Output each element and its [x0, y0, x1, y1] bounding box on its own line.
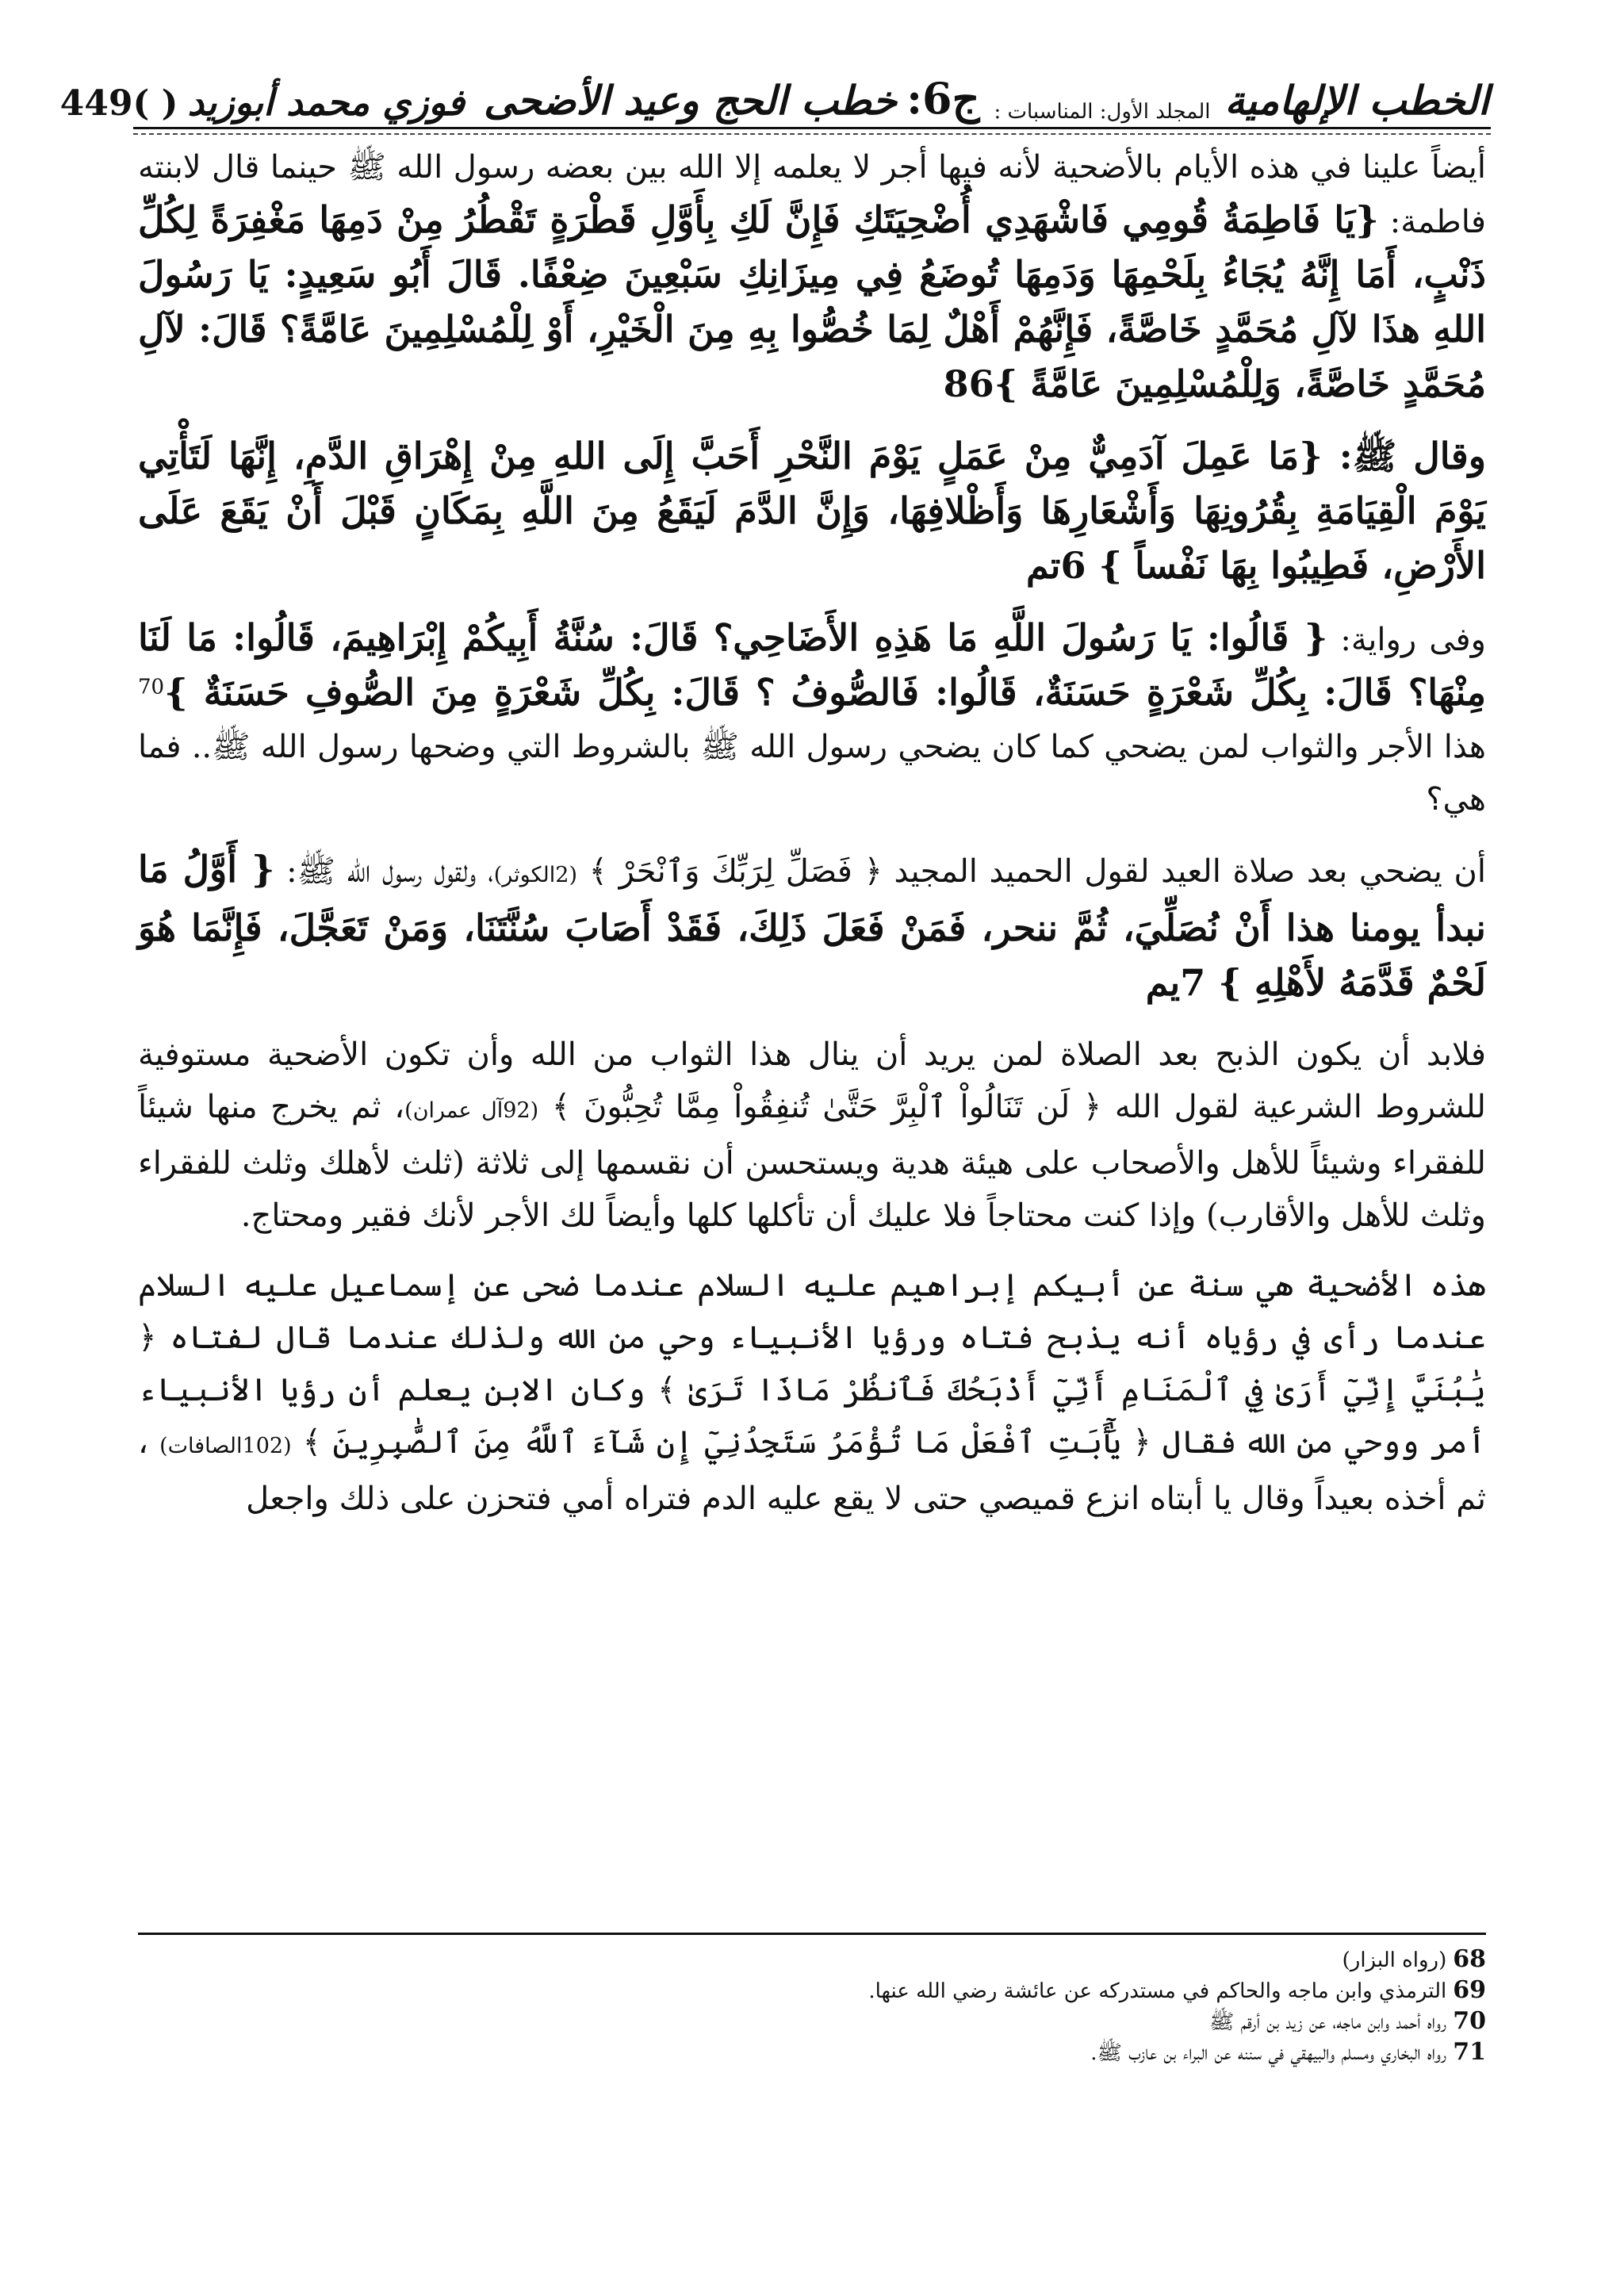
quran-reference: (92آل عمران): [404, 1098, 539, 1123]
footnote-number: 71: [1453, 2038, 1486, 2066]
paragraph-text: ، ثم يخرج منها شيئاً للفقراء وشيئاً للأهل والأصحاب على هيئة هدية ويستحسن أن نقسمها إلى ثلاثة (ثلث لأهلك وثلث للفقراء وثلث للأهل والأقارب) وإذا كنت محتاجاً فلا عليك أن تأكلها كلها وأيضاً لك الأجر لأنك فقير ومحتاج.: [138, 1089, 1486, 1234]
body-text: [138, 141, 1486, 1542]
hadith-text: 7يم: [1145, 961, 1219, 1004]
paragraph-text: أيضاً علينا في هذه الأيام بالأضحية لأنه فيها أجر لا يعلمه إلا الله بين بعضه رسول الله ﷺ حينما قال لابنته فاطمة:: [138, 149, 1486, 240]
hadith-text: { قَالُوا: يَا رَسُولَ اللَّهِ مَا هَذِهِ الأَضَاحِي؟ قَالَ: سُنَّةُ أَبِيكُمْ إِبْرَاهِيمَ، قَالُوا: مَا لَنَا مِنْهَا؟ قَالَ: بِكُلِّ شَعْرَةٍ حَسَنَةٌ، قَالُوا: فَالصُّوفُ ؟ قَالَ: بِكُلِّ شَعْرَةٍ مِنَ الصُّوفِ حَسَنَةٌ }: [138, 616, 1486, 714]
footnote-rule: [138, 1933, 1486, 1935]
hadith-text: وقال ﷺ: {مَا عَمِلَ آدَمِيٌّ مِنْ عَمَلٍ يَوْمَ النَّحْرِ أَحَبَّ إِلَى اللهِ مِنْ إِهْرَاقِ الدَّمِ، إِنَّهَا لَتَأْتِي يَوْمَ الْقِيَامَةِ بِقُرُونِهَا وَأَشْعَارِهَا وَأَظْلافِهَا، وَإِنَّ الدَّمَ لَيَقَعُ مِنَ اللَّهِ بِمَكَانٍ قَبْلَ أَنْ يَقَعَ عَلَى الأَرْضِ، فَطِيبُوا بِهَا نَفْساً }: [138, 435, 1486, 587]
footnote-text: رواه أحمد وابن ماجه، عن زيد بن أرقم ﷺ: [1208, 2010, 1447, 2034]
hadith-text: 86: [930, 362, 994, 405]
hadith-text: { أَوَّلُ مَا نبدأ يومنا هذا أَنْ نُصَلِّيَ، ثُمَّ ننحر، فَمَنْ فَعَلَ ذَلِكَ، فَقَدْ أَصَابَ سُنَّتَنَا، وَمَنْ تَعَجَّلَ، فَإِنَّمَا هُوَ لَحْمٌ قَدَّمَهُ لأَهْلِهِ }: [138, 848, 1486, 1004]
series-title: الخطب الإلهامية: [1224, 77, 1489, 124]
quran-reference: (2الكوثر): [493, 863, 578, 887]
paragraph-text: ، ولقول رسول الله ﷺ:: [274, 853, 494, 890]
header-left-group: [60, 81, 474, 124]
volume-label: المجلد الأول: المناسبات :: [994, 100, 1211, 124]
paragraph: [138, 1259, 1486, 1525]
paragraph: [138, 141, 1486, 412]
paragraph-text: ، ثم أخذه بعيداً وقال يا أبتاه انزع قميصي حتى لا يقع عليه الدم فتراه أمي فتحزن على ذلك واجعل: [138, 1424, 1486, 1517]
author-name: فوزي محمد أبوزيد: [187, 81, 465, 124]
quran-reference: (102الصافات): [159, 1434, 292, 1458]
footnote-text: الترمذي وابن ماجه والحاكم في مستدركه عن عائشة رضي الله عنها.: [868, 1979, 1447, 2003]
hadith-text: {يَا فَاطِمَةُ قُومِي فَاشْهَدِي أُضْحِيَتَكِ فَإِنَّ لَكِ بِأَوَّلِ قَطْرَةٍ تَقْطُرُ مِنْ دَمِهَا مَغْفِرَةً لِكُلِّ ذَنْبٍ، أَمَا إِنَّهُ يُجَاءُ بِلَحْمِهَا وَدَمِهَا تُوضَعُ فِي مِيزَانِكِ سَبْعِينَ ضِعْفًا. قَالَ أَبُو سَعِيدٍ: يَا رَسُولَ اللهِ هذَا لآلِ مُحَمَّدٍ خَاصَّةً، فَإِنَّهُمْ أَهْلٌ لِمَا خُصُّوا بِهِ مِنَ الْخَيْرِ، أَوْ لِلْمُسْلِمِينَ عَامَّةً؟ قَالَ: لآلِ مُحَمَّدٍ خَاصَّةً، وَلِلْمُسْلِمِينَ عَامَّةً }: [138, 198, 1486, 405]
part-label: ج6:: [906, 73, 980, 124]
footnote-item: [138, 1944, 1486, 1975]
chapter-title: خطب الحج وعيد الأضحى: [484, 77, 898, 124]
footnote-item: [138, 1975, 1486, 2006]
footnote-text: (رواه البزار): [1342, 1948, 1447, 1972]
page-number: 449( ): [59, 83, 178, 124]
footnote-number: 70: [1453, 2007, 1486, 2035]
footnote-ref: 70: [138, 675, 165, 699]
paragraph-text: هذه الأضحية هي سنة عن أبيكم إبراهيم عليه السلام عندما ضحى عن إسماعيل عليه السلام عندما رأى في رؤياه أنه يذبح فتاه ورؤيا الأنبياء وحي من الله ولذلك عندما قال لفتاه ﴿ يَٰبُنَيَّ إِنِّيٓ أَرَىٰ فِي ٱلْمَنَامِ أَنِّيٓ أَذْبَحُكَ فَٱنظُرْ مَاذَا تَرَىٰ ﴾ وكان الابن يعلم أن رؤيا الأنبياء أمر ووحي من الله فقال ﴿ يَٰٓأَبَتِ ٱفْعَلْ مَا تُؤْمَرُ سَتَجِدُنِيٓ إِن شَآءَ ٱللَّهُ مِنَ ٱلصَّٰبِرِينَ ﴾: [138, 1267, 1487, 1461]
paragraph: [138, 1029, 1486, 1242]
hadith-text: 6تم: [1026, 544, 1099, 587]
footnote-text: رواه البخاري ومسلم والبيهقي في سننه عن البراء بن عازب ﷺ.: [1090, 2041, 1447, 2065]
header-dashed-rule: [133, 133, 1491, 135]
footnote-item: [138, 2037, 1486, 2068]
running-header: [59, 62, 1489, 124]
footnotes: [138, 1944, 1486, 2068]
paragraph-text: هذا الأجر والثواب لمن يضحي كما كان يضحي رسول الله ﷺ بالشروط التي وضحها رسول الله ﷺ.. فما هي؟: [138, 729, 1486, 818]
paragraph-text: أن يضحي بعد صلاة العيد لقول الحميد المجيد ﴿ فَصَلِّ لِرَبِّكَ وَٱنْحَرْ ﴾: [577, 853, 1486, 890]
paragraph: [138, 843, 1486, 1011]
paragraph-text: وفى رواية:: [1327, 622, 1486, 658]
paragraph: [138, 430, 1486, 594]
footnote-number: 69: [1453, 1976, 1486, 2004]
footnote-item: [138, 2006, 1486, 2037]
header-rule: [133, 127, 1491, 129]
footnote-number: 68: [1453, 1945, 1486, 1973]
paragraph-text: فلابد أن يكون الذبح بعد الصلاة لمن يريد أن ينال هذا الثواب من الله وأن تكون الأضحية مستوفية للشروط الشرعية لقول الله ﴿ لَن تَنَالُواْ ٱلْبِرَّ حَتَّىٰ تُنفِقُواْ مِمَّا تُحِبُّونَ ﴾: [138, 1036, 1486, 1125]
paragraph: [138, 611, 1486, 826]
header-right-group: [474, 73, 1489, 124]
